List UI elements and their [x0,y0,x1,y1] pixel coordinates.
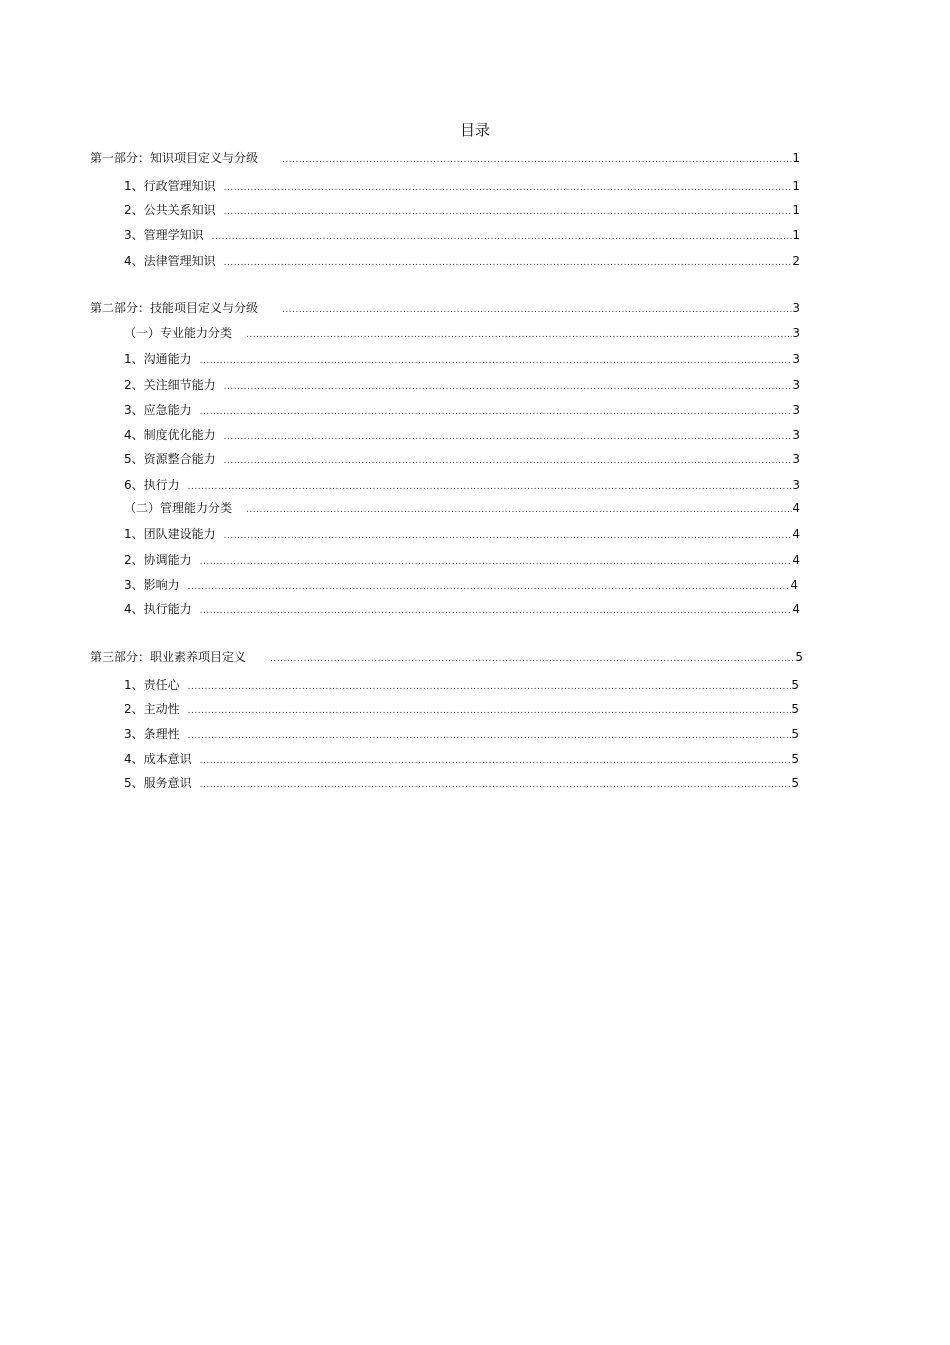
toc-label: 3、应急能力 [124,403,192,417]
toc-subsection[interactable] [124,500,800,518]
toc-leader [224,379,793,395]
toc-leader [188,579,791,595]
toc-page-number: 4 [790,578,798,592]
toc-part1[interactable] [90,150,800,168]
toc-page-number: 5 [791,727,799,741]
toc-page-number: 5 [791,776,799,790]
toc-leader [282,152,792,168]
toc-leader [282,302,792,318]
toc-page-number: 1 [792,203,800,217]
toc-leader [224,204,793,220]
toc-item[interactable] [124,477,800,495]
toc-label: 6、执行力 [124,478,180,492]
toc-item[interactable] [124,227,800,245]
toc-label: 1、沟通能力 [124,352,192,366]
toc-leader [200,404,793,420]
toc-label: 3、影响力 [124,578,180,592]
toc-page-number: 3 [792,452,800,466]
toc-item[interactable] [124,451,800,469]
toc-label: 5、服务意识 [124,776,192,790]
toc-item[interactable] [124,552,800,570]
toc-item[interactable] [124,351,800,369]
toc-item[interactable] [124,751,799,769]
toc-leader [270,651,795,667]
toc-leader [224,255,793,271]
toc-label: 2、关注细节能力 [124,378,216,392]
toc-item[interactable] [124,577,798,595]
toc-page-number: 3 [792,403,800,417]
toc-page-number: 4 [792,501,800,515]
toc-page-number: 5 [795,650,803,664]
toc-label: 第三部分：职业素养项目定义 [90,650,247,664]
toc-leader [224,429,793,445]
toc-page-number: 2 [792,254,800,268]
toc-label: 3、管理学知识 [124,228,204,242]
toc-item[interactable] [124,726,799,744]
toc-item[interactable] [124,775,799,793]
toc-label: 4、法律管理知识 [124,254,216,268]
toc-label: 3、条理性 [124,727,180,741]
page-title: 目录 [459,121,490,139]
toc-leader [212,229,793,245]
toc-label: 第一部分：知识项目定义与分级 [90,151,259,165]
toc-leader [200,603,793,619]
toc-part3[interactable] [90,649,803,667]
toc-item[interactable] [124,601,800,619]
toc-page-number: 1 [792,151,800,165]
toc-page-number: 3 [792,378,800,392]
toc-leader [200,353,793,369]
toc-label: 第二部分：技能项目定义与分级 [90,301,259,315]
toc-label: 4、制度优化能力 [124,428,216,442]
toc-leader [188,479,793,495]
toc-label: 2、公共关系知识 [124,203,216,217]
toc-subsection[interactable] [124,325,800,343]
toc-page-number: 3 [792,428,800,442]
toc-item[interactable] [124,526,800,544]
toc-leader [224,180,793,196]
toc-leader [188,728,792,744]
toc-page-number: 3 [792,301,800,315]
toc-item[interactable] [124,402,800,420]
toc-leader [200,753,792,769]
toc-page-number: 4 [792,527,800,541]
toc-item[interactable] [124,377,800,395]
toc-label: 1、责任心 [124,678,180,692]
toc-page-number: 5 [791,752,799,766]
toc-item[interactable] [124,178,800,196]
toc-leader [188,703,792,719]
toc-label: （二）管理能力分类 [124,501,233,515]
toc-leader [200,554,793,570]
toc-page-number: 3 [792,326,800,340]
toc-page-number: 3 [792,352,800,366]
toc-item[interactable] [124,202,800,220]
toc-page-number: 5 [791,678,799,692]
toc-item[interactable] [124,427,800,445]
toc-page-number: 3 [792,478,800,492]
toc-leader [224,528,793,544]
toc-page-number: 4 [792,553,800,567]
toc-page-number: 5 [791,702,799,716]
toc-item[interactable] [124,253,800,271]
toc-label: 1、行政管理知识 [124,179,216,193]
toc-label: 5、资源整合能力 [124,452,216,466]
toc-page-number: 1 [792,228,800,242]
toc-leader [224,453,793,469]
toc-item[interactable] [124,677,799,695]
toc-label: 1、团队建设能力 [124,527,216,541]
toc-leader [188,679,792,695]
toc-leader [200,777,792,793]
toc-label: （一）专业能力分类 [124,326,233,340]
toc-page-number: 4 [792,602,800,616]
toc-label: 2、协调能力 [124,553,192,567]
toc-label: 4、执行能力 [124,602,192,616]
toc-leader [246,327,792,343]
toc-page-number: 1 [792,179,800,193]
toc-label: 2、主动性 [124,702,180,716]
toc-item[interactable] [124,701,799,719]
toc-part2[interactable] [90,300,800,318]
toc-leader [246,502,792,518]
toc-label: 4、成本意识 [124,752,192,766]
